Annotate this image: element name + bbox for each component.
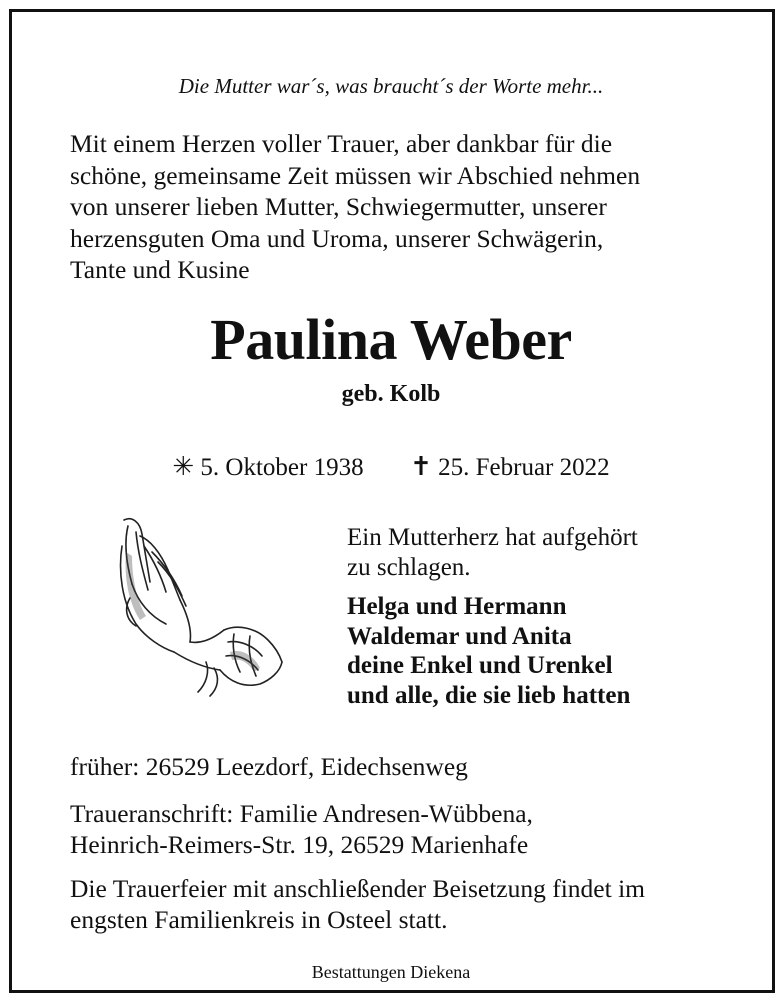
praying-hands-icon <box>110 512 290 702</box>
poem-line: Ein Mutterherz hat aufgehört <box>347 524 638 551</box>
mourner-line: und alle, die sie lieb hatten <box>347 681 631 709</box>
mourner-line: Helga und Hermann <box>347 593 567 620</box>
mourner-line: Waldemar und Anita <box>347 622 572 650</box>
intro-line: von unserer lieben Mutter, Schwiegermutter, unserer <box>70 192 607 221</box>
funeral-home-label: Bestattungen Diekena <box>304 962 478 982</box>
life-dates <box>0 452 782 482</box>
intro-line: Tante und Kusine <box>70 255 250 284</box>
ceremony-line: Die Trauerfeier mit anschließender Beisetzung findet im <box>70 874 645 903</box>
poem-line: zu schlagen. <box>347 553 471 581</box>
mourning-address <box>70 798 750 860</box>
opening-quote: Die Mutter war´s, was braucht´s der Worte mehr... <box>178 74 604 98</box>
mourning-address-line: Heinrich-Reimers-Str. 19, 26529 Marienhafe <box>70 830 529 859</box>
funeral-home <box>0 962 782 983</box>
birth-name: geb. Kolb <box>341 381 441 407</box>
mourner-line: deine Enkel und Urenkel <box>347 652 613 679</box>
intro-line: Mit einem Herzen voller Trauer, aber dankbar für die <box>70 129 613 158</box>
intro-text <box>70 128 730 286</box>
mourning-address-line: Traueranschrift: Familie Andresen-Wübbena, <box>70 799 533 828</box>
intro-line: schöne, gemeinsame Zeit müssen wir Abschied nehmen <box>70 160 641 190</box>
death-date: 25. Februar 2022 <box>438 454 610 481</box>
birth-date: 5. Oktober 1938 <box>200 454 364 481</box>
deceased-name: Paulina Weber <box>210 307 572 372</box>
ceremony-line: engsten Familienkreis in Osteel statt. <box>70 905 448 934</box>
birth-star-icon: ✳ <box>172 452 195 481</box>
poem <box>347 523 747 582</box>
death-cross-icon: ✝ <box>410 452 432 481</box>
intro-line: herzensguten Oma und Uroma, unserer Schwägerin, <box>70 223 604 253</box>
ceremony-info <box>70 873 750 935</box>
former-address <box>70 751 750 782</box>
mourners-list <box>347 592 747 710</box>
former-address-line: früher: 26529 Leezdorf, Eidechsenweg <box>70 752 468 781</box>
